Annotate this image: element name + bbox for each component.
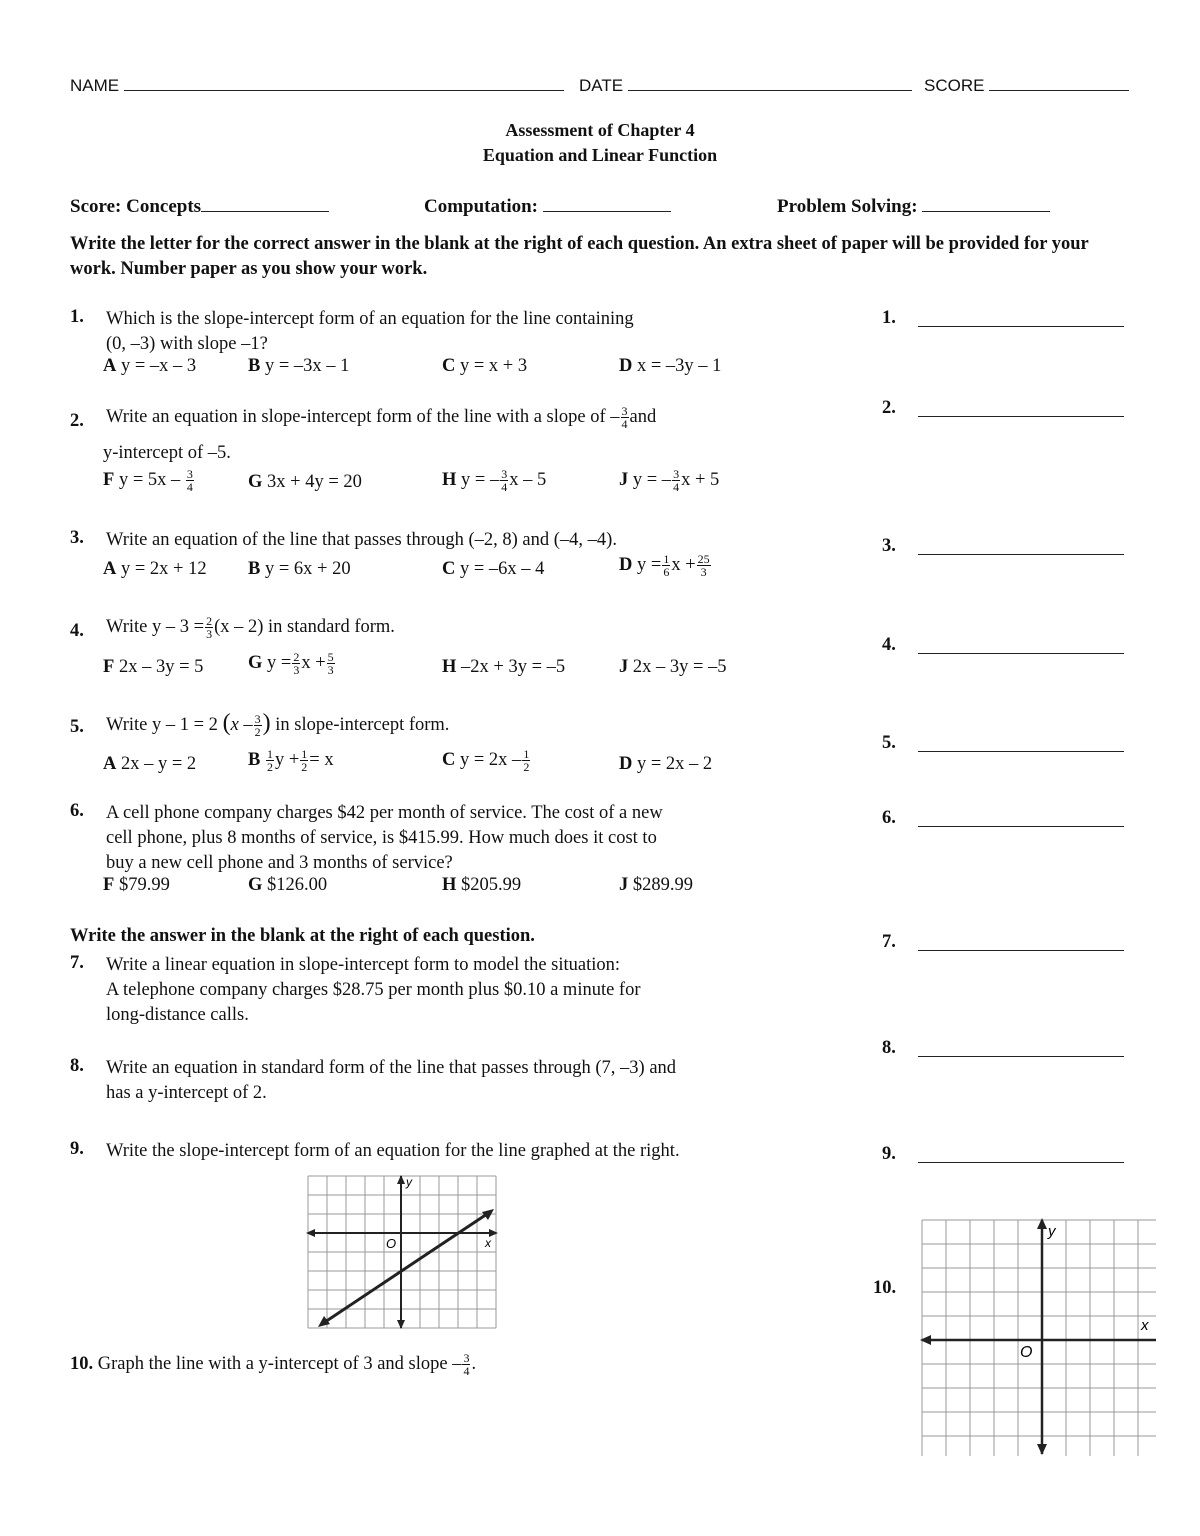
q1-option-b[interactable]: B y = –3x – 1 (248, 356, 350, 376)
q8-number: 8. (70, 1056, 84, 1076)
instructions-free: Write the answer in the blank at the right of each question. (70, 926, 535, 946)
answer-number-3: 3. (882, 536, 896, 556)
q2-slope-fraction: $\frac{3}{4}$ (621, 404, 628, 432)
q10-number: 10. (70, 1354, 94, 1374)
answer-blank-1[interactable] (918, 325, 1124, 327)
q4-text: Write y – 3 = $\frac{2}{3}$ (x – 2) in standard form. (106, 614, 395, 642)
q3-option-a[interactable]: A y = 2x + 12 (103, 559, 207, 579)
q6-option-f[interactable]: F $79.99 (103, 875, 170, 895)
q5-option-a[interactable]: A 2x – y = 2 (103, 754, 197, 774)
q1-number: 1. (70, 307, 84, 327)
score-field[interactable] (924, 72, 1129, 96)
answer-blank-3[interactable] (918, 553, 1124, 555)
q2-line2: y-intercept of –5. (103, 443, 231, 463)
q10-text: 10. Graph the line with a y-intercept of 3 and slope – $\frac{3}{4}$ . (70, 1351, 477, 1379)
name-blank[interactable] (124, 72, 564, 91)
answer-blank-8[interactable] (918, 1055, 1124, 1057)
q3-option-b[interactable]: B y = 6x + 20 (248, 559, 351, 579)
answer-number-9: 9. (882, 1144, 896, 1164)
q2-option-g[interactable]: G 3x + 4y = 20 (248, 472, 362, 492)
answer-number-6: 6. (882, 808, 896, 828)
q10-y-arrow-down (1037, 1444, 1047, 1455)
score-concepts-label: Score: Concepts (70, 196, 202, 217)
q2-number: 2. (70, 411, 84, 431)
q10-origin-label: O (1020, 1344, 1033, 1361)
answer-blank-7[interactable] (918, 949, 1124, 951)
q9-graph (300, 1172, 500, 1332)
answer-blank-6[interactable] (918, 825, 1124, 827)
instructions-mc: Write the letter for the correct answer in the blank at the right of each question. An extra sheet of paper will be provided for your work. Number paper as you show your work. (70, 234, 1089, 279)
q5-option-d[interactable]: D y = 2x – 2 (619, 754, 713, 774)
q1-text (106, 307, 634, 357)
q3-number: 3. (70, 528, 84, 548)
q9-text: Write the slope-intercept form of an equation for the line graphed at the right. (106, 1141, 680, 1161)
q6-option-g[interactable]: G $126.00 (248, 875, 328, 895)
q9-line (322, 1212, 490, 1324)
date-field[interactable] (579, 72, 912, 96)
q5-option-b[interactable]: B $\frac{1}{2}$ y + $\frac{1}{2}$ = x (248, 747, 334, 774)
q6-text: A cell phone company charges $42 per month of service. The cost of a new cell phone, plus 8 months of service, is $415.99. How much does it cost to buy a new cell phone and 3 months of service? (106, 803, 663, 873)
q2-option-j[interactable]: J y = – $\frac{3}{4}$ x + 5 (619, 467, 720, 494)
score-problem-solving-label: Problem Solving: (777, 196, 918, 217)
q2-text-a: Write an equation in slope-intercept form of the line with a slope of (106, 407, 606, 427)
score-blank[interactable] (989, 72, 1129, 91)
q1-line1: Which is the slope-intercept form of an equation for the line containing (106, 309, 634, 329)
answer-number-5: 5. (882, 733, 896, 753)
q3-text: Write an equation of the line that passes through (–2, 8) and (–4, –4). (106, 530, 617, 550)
answer-number-7: 7. (882, 932, 896, 952)
q5-option-c[interactable]: C y = 2x – $\frac{1}{2}$ (442, 747, 530, 774)
answer-number-8: 8. (882, 1038, 896, 1058)
page-subtitle: Equation and Linear Function (482, 145, 718, 165)
answer-number-4: 4. (882, 635, 896, 655)
q3-option-c[interactable]: C y = –6x – 4 (442, 559, 545, 579)
score-problem-solving (777, 193, 1050, 218)
answer-blank-5[interactable] (918, 750, 1124, 752)
q6-number: 6. (70, 801, 84, 821)
q2-option-h[interactable]: H y = – $\frac{3}{4}$ x – 5 (442, 467, 547, 494)
q7-number: 7. (70, 953, 84, 973)
q4-option-h[interactable]: H –2x + 3y = –5 (442, 657, 566, 677)
name-label: NAME (70, 76, 120, 95)
date-blank[interactable] (628, 72, 912, 91)
q10-x-label: x (1141, 1317, 1149, 1334)
q10-grid (922, 1220, 1156, 1456)
answer-number-10: 10. (873, 1278, 897, 1298)
q9-y-label: y (406, 1175, 412, 1189)
q3-option-d[interactable]: D y = $\frac{1}{6}$ x + $\frac{25}{3}$ (619, 552, 710, 579)
q7-text: Write a linear equation in slope-intercept form to model the situation: A telephone company charges $28.75 per month plus $0.10 a minute for long-distance calls. (106, 955, 641, 1025)
date-label: DATE (579, 76, 624, 95)
q4-option-f[interactable]: F 2x – 3y = 5 (103, 657, 204, 677)
q4-option-g[interactable]: G y = $\frac{2}{3}$ x + $\frac{5}{3}$ (248, 650, 334, 677)
q8-text: Write an equation in standard form of the line that passes through (7, –3) and has a y-intercept of 2. (106, 1058, 677, 1103)
q1-option-d[interactable]: D x = –3y – 1 (619, 356, 722, 376)
q5-text: Write y – 1 = 2 (x – $\frac{3}{2}$ ) in slope-intercept form. (106, 710, 450, 740)
problem-solving-blank[interactable] (922, 193, 1050, 212)
q5-number: 5. (70, 717, 84, 737)
q9-x-label: x (485, 1236, 491, 1250)
q2-text-b: and (629, 407, 657, 427)
q9-origin-label: O (386, 1236, 397, 1251)
answer-number-2: 2. (882, 398, 896, 418)
q9-number: 9. (70, 1139, 84, 1159)
computation-blank[interactable] (543, 193, 671, 212)
score-label: SCORE (924, 76, 985, 95)
name-field[interactable] (70, 72, 564, 96)
score-computation-label: Computation: (424, 196, 539, 217)
q1-line2: (0, –3) with slope –1? (106, 334, 268, 354)
q2-text (106, 405, 656, 430)
q4-number: 4. (70, 621, 84, 641)
q2-option-f[interactable]: F y = 5x – $\frac{3}{4}$ (103, 467, 193, 494)
q1-option-a[interactable]: A y = –x – 3 (103, 356, 197, 376)
page-title: Assessment of Chapter 4 (505, 120, 695, 140)
answer-blank-4[interactable] (918, 652, 1124, 654)
q10-y-label: y (1048, 1223, 1056, 1240)
score-concepts (70, 193, 329, 218)
answer-blank-2[interactable] (918, 415, 1124, 417)
q2-slope-sign: – (610, 407, 620, 427)
score-computation (424, 193, 671, 218)
q1-option-c[interactable]: C y = x + 3 (442, 356, 528, 376)
q10-graph[interactable] (916, 1216, 1156, 1456)
q10-axes (922, 1220, 1156, 1454)
answer-blank-9[interactable] (918, 1161, 1124, 1163)
q6-option-j[interactable]: J $289.99 (619, 875, 693, 895)
q9-x-arrow-left (306, 1229, 315, 1237)
concepts-blank[interactable] (201, 193, 329, 212)
q4-option-j[interactable]: J 2x – 3y = –5 (619, 657, 727, 677)
answer-number-1: 1. (882, 308, 896, 328)
q6-option-h[interactable]: H $205.99 (442, 875, 522, 895)
